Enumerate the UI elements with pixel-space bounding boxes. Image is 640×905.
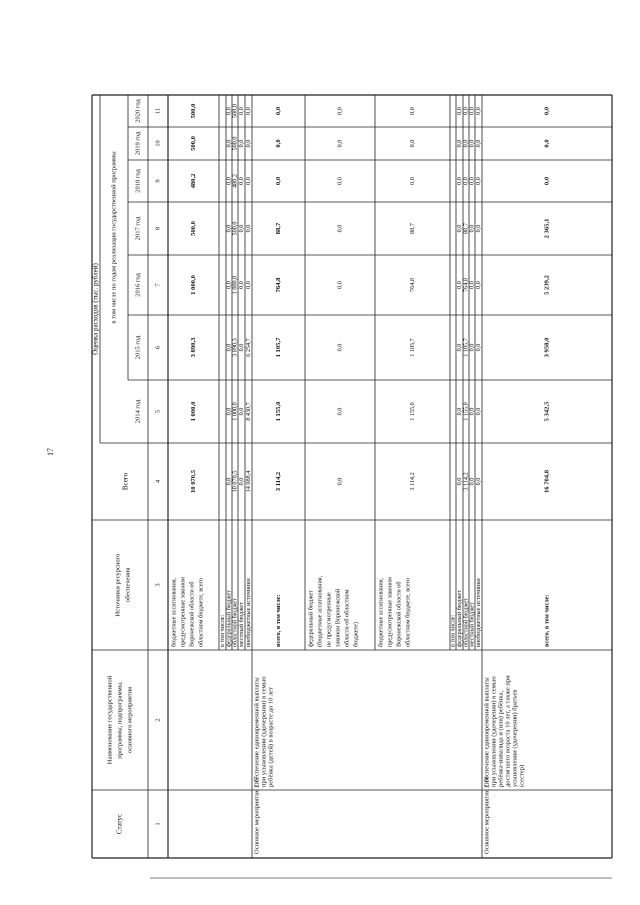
row-value: 0,0 — [225, 407, 233, 416]
row-value: 0,0 — [237, 107, 245, 115]
row-value: 0,0 — [225, 177, 233, 185]
row-value: 1 155,0 — [275, 401, 283, 422]
row-value: 0,0 — [455, 139, 463, 148]
row-source: в том числе: — [449, 614, 457, 647]
header-col-number: 9 — [154, 179, 162, 183]
row-value: 8 430,7 — [244, 402, 252, 421]
row-name-line: Обеспечение единовременной выплаты — [483, 677, 491, 787]
row-value: 0,0 — [244, 177, 252, 185]
row-value: 0,0 — [336, 224, 344, 233]
row-value: 500,0 — [190, 136, 198, 151]
row-value: 1 155,0 — [408, 402, 416, 421]
row-value: 3 958,0 — [543, 337, 551, 358]
table-grid — [92, 95, 612, 858]
row-value: 480,2 — [190, 173, 198, 189]
row-value: 0,0 — [225, 477, 233, 486]
header-estimate: Оценка расходов (тыс. рублей) — [91, 263, 100, 355]
row-value: 500,0 — [231, 136, 239, 151]
row-value: 0,0 — [244, 139, 252, 148]
row-value: 0,0 — [455, 477, 463, 486]
header-name-line: основного мероприятия — [126, 686, 134, 754]
row-name-line: при усыновлении (удочерении) в семью — [490, 676, 498, 787]
row-value: 0,0 — [408, 139, 416, 148]
row-source-line: бюджетные ассигнования, — [170, 577, 178, 647]
row-value: 0,0 — [237, 139, 245, 148]
row-value: 88,7 — [275, 222, 283, 235]
header-col-number: 2 — [154, 718, 162, 722]
row-value: 0,0 — [237, 281, 245, 289]
row-source-line: области об областном — [343, 589, 351, 647]
row-value: 0,0 — [468, 281, 476, 289]
row-source: федеральный бюджет — [455, 590, 463, 647]
row-value: 0,0 — [275, 176, 283, 186]
header-col-number: 11 — [154, 107, 162, 115]
row-source: внебюджетные источники — [244, 578, 252, 647]
row-value: 0,0 — [474, 477, 482, 486]
row-value: 0,0 — [543, 176, 551, 186]
row-source-line: предусмотренные законом — [179, 577, 187, 647]
row-value: 500,0 — [190, 221, 198, 236]
row-value: 3 114,2 — [462, 472, 470, 491]
row-value: 0,0 — [462, 177, 470, 185]
row-value: 0,0 — [275, 139, 283, 148]
page-number: 17 — [46, 448, 55, 456]
row-value: 0,0 — [237, 224, 245, 233]
row-value: 0,0 — [336, 177, 344, 185]
row-source: областной бюджет — [462, 598, 470, 647]
row-value: 10 070,5 — [190, 469, 198, 494]
row-value: 500,0 — [231, 221, 239, 236]
header-col-number: 8 — [154, 226, 162, 231]
header-source-line: обеспечения — [124, 567, 132, 603]
row-value: 0,0 — [244, 107, 252, 115]
row-value: 0,0 — [237, 477, 245, 486]
row-name-line: ребёнка (детей) в возрасте до 10 лет — [267, 687, 275, 787]
row-name-line: при усыновлении (удочерении) в семью — [260, 676, 268, 787]
row-value: 0,0 — [543, 139, 551, 148]
row-value: 0,0 — [455, 343, 463, 352]
row-source: местный бюджет — [237, 602, 245, 647]
row-value: 0,0 — [408, 177, 416, 185]
row-source: внебюджетные источники — [474, 578, 482, 647]
row-value: 0,0 — [468, 477, 476, 486]
budget-table — [92, 95, 612, 858]
header-year: 2015 год — [134, 335, 142, 360]
row-value: 0,0 — [237, 343, 245, 352]
row-value: 0,0 — [543, 106, 551, 116]
header-year: 2020 год — [134, 99, 142, 123]
row-value: 0,0 — [275, 106, 283, 116]
row-value: 0,0 — [468, 224, 476, 233]
row-value: 3 114,2 — [275, 471, 283, 492]
header-year: 2017 год — [134, 216, 142, 241]
row-value: 88,7 — [408, 223, 416, 234]
row-source-line: бюджете) — [352, 621, 360, 647]
row-value: 0,0 — [244, 224, 252, 233]
row-source-line: не предусмотренные — [325, 592, 333, 647]
row-name-line: (сестер) — [518, 764, 526, 787]
row-value: 10 070,5 — [231, 470, 239, 493]
row-value: 3 114,2 — [408, 472, 416, 491]
row-value: 500,0 — [231, 104, 239, 118]
row-name-line: достигшего возраста 10 лет, а также при — [504, 675, 512, 787]
header-source-line: Источники ресурсного — [114, 553, 122, 617]
row-value: 1 000,0 — [231, 402, 239, 421]
header-name-line: программы, подпрограммы, — [116, 681, 124, 759]
row-value: 500,0 — [190, 103, 198, 119]
row-value: 1 000,0 — [190, 275, 198, 295]
header-col-number: 6 — [154, 345, 162, 350]
row-value: 0,0 — [237, 407, 245, 416]
row-value: 1 155,0 — [462, 402, 470, 421]
header-year: 2019 год — [134, 131, 142, 156]
row-value: 0,0 — [336, 477, 344, 486]
header-col-number: 10 — [154, 140, 162, 147]
row-value: 0,0 — [408, 107, 416, 115]
header-col-number: 4 — [154, 479, 162, 484]
row-value: 0,0 — [468, 177, 476, 185]
row-source: всего, в том числе: — [543, 594, 551, 647]
row-value: 5 342,5 — [543, 401, 551, 422]
row-value: 16 704,8 — [543, 469, 551, 494]
row-value: 480,2 — [231, 174, 239, 188]
header-status: Статус — [115, 813, 124, 835]
row-value: 1 105,7 — [408, 338, 416, 357]
row-value: 0,0 — [455, 281, 463, 289]
header-year: 2014 год — [134, 399, 142, 424]
row-value: 0,0 — [474, 407, 482, 416]
header-year: 2016 год — [134, 273, 142, 297]
row-value: 0,0 — [225, 224, 233, 233]
row-value: 0,0 — [474, 343, 482, 352]
row-source: всего, в том числе: — [274, 594, 282, 647]
row-value: 0,0 — [225, 107, 233, 115]
row-value: 0,0 — [462, 139, 470, 148]
header-col-number: 1 — [154, 822, 162, 826]
row-value: 88,7 — [462, 223, 470, 234]
row-name-line: Обеспечение единовременной выплаты — [253, 677, 261, 787]
row-value: 3 890,3 — [190, 337, 198, 358]
row-source: федеральный бюджет — [225, 590, 233, 647]
row-value: 0,0 — [468, 407, 476, 416]
row-value: 0,0 — [336, 139, 344, 148]
row-value: 1 105,7 — [462, 338, 470, 357]
row-source: областной бюджет — [231, 598, 239, 647]
row-value: 0,0 — [237, 177, 245, 185]
row-value: 0,0 — [336, 407, 344, 416]
row-source-line: областном бюджете, всего — [404, 577, 412, 647]
row-value: 0,0 — [225, 343, 233, 352]
row-value: 0,0 — [225, 281, 233, 289]
row-source-line: предусмотренные законом — [386, 577, 394, 647]
header-year: 2018 год — [134, 169, 142, 193]
row-value: 0,0 — [455, 407, 463, 416]
row-source-line: федеральный бюджет — [307, 590, 315, 647]
row-value: 0,0 — [336, 343, 344, 352]
row-value: 0,0 — [336, 107, 344, 115]
row-name-line: усыновлении (удочерении) братьев — [511, 689, 519, 787]
row-value: 0,0 — [474, 224, 482, 233]
row-value: 3 890,3 — [231, 338, 239, 357]
row-source-line: законом Воронежской — [334, 588, 342, 647]
row-source: в том числе: — [218, 614, 226, 647]
header-total: Всего — [121, 472, 130, 491]
row-value: 0,0 — [474, 107, 482, 115]
row-status: Основное мероприятие 2.18 — [483, 776, 491, 854]
row-value: 1 105,7 — [275, 337, 283, 358]
row-value: 0,0 — [225, 139, 233, 148]
row-value: 764,8 — [462, 278, 470, 292]
row-value: 0,0 — [336, 281, 344, 289]
row-source-line: Воронежской области об — [188, 581, 196, 647]
row-source-line: областном бюджете, всего — [197, 577, 205, 647]
row-value: 0,0 — [468, 343, 476, 352]
row-value: 6 254,7 — [244, 338, 252, 357]
row-value: 2 365,1 — [543, 218, 551, 239]
header-col-number: 3 — [154, 583, 162, 587]
row-value: 0,0 — [474, 139, 482, 148]
row-value: 0,0 — [455, 107, 463, 115]
row-source: местный бюджет — [468, 602, 476, 647]
row-value: 1 000,0 — [190, 401, 198, 422]
row-source-line: бюджетные ассигнования, — [377, 577, 385, 647]
row-value: 0,0 — [244, 281, 252, 289]
row-source-line: Воронежской области об — [395, 581, 403, 647]
header-name-line: Наименование государственной — [106, 675, 114, 765]
row-value: 764,8 — [408, 278, 416, 292]
row-value: 1 000,0 — [231, 275, 239, 295]
header-col-number: 5 — [154, 409, 162, 414]
row-value: 0,0 — [455, 224, 463, 233]
row-value: 0,0 — [462, 107, 470, 115]
row-value: 0,0 — [468, 107, 476, 115]
row-status: Основное мероприятие 2.17 — [253, 776, 261, 854]
row-value: 5 239,2 — [543, 275, 551, 295]
row-value: 764,8 — [275, 277, 283, 293]
row-value: 0,0 — [474, 177, 482, 185]
row-value: 0,0 — [455, 177, 463, 185]
header-col-number: 7 — [154, 283, 162, 287]
header-by-years: в том числе по годам реализации государственной программы — [110, 151, 118, 324]
row-name-line: ребёнка-инвалида и (или) ребёнка, — [497, 691, 505, 787]
row-value: 14 088,4 — [244, 470, 252, 493]
row-value: 0,0 — [474, 281, 482, 289]
row-value: 0,0 — [468, 139, 476, 148]
row-source-line: (бюджетные ассигнования, — [316, 575, 324, 647]
